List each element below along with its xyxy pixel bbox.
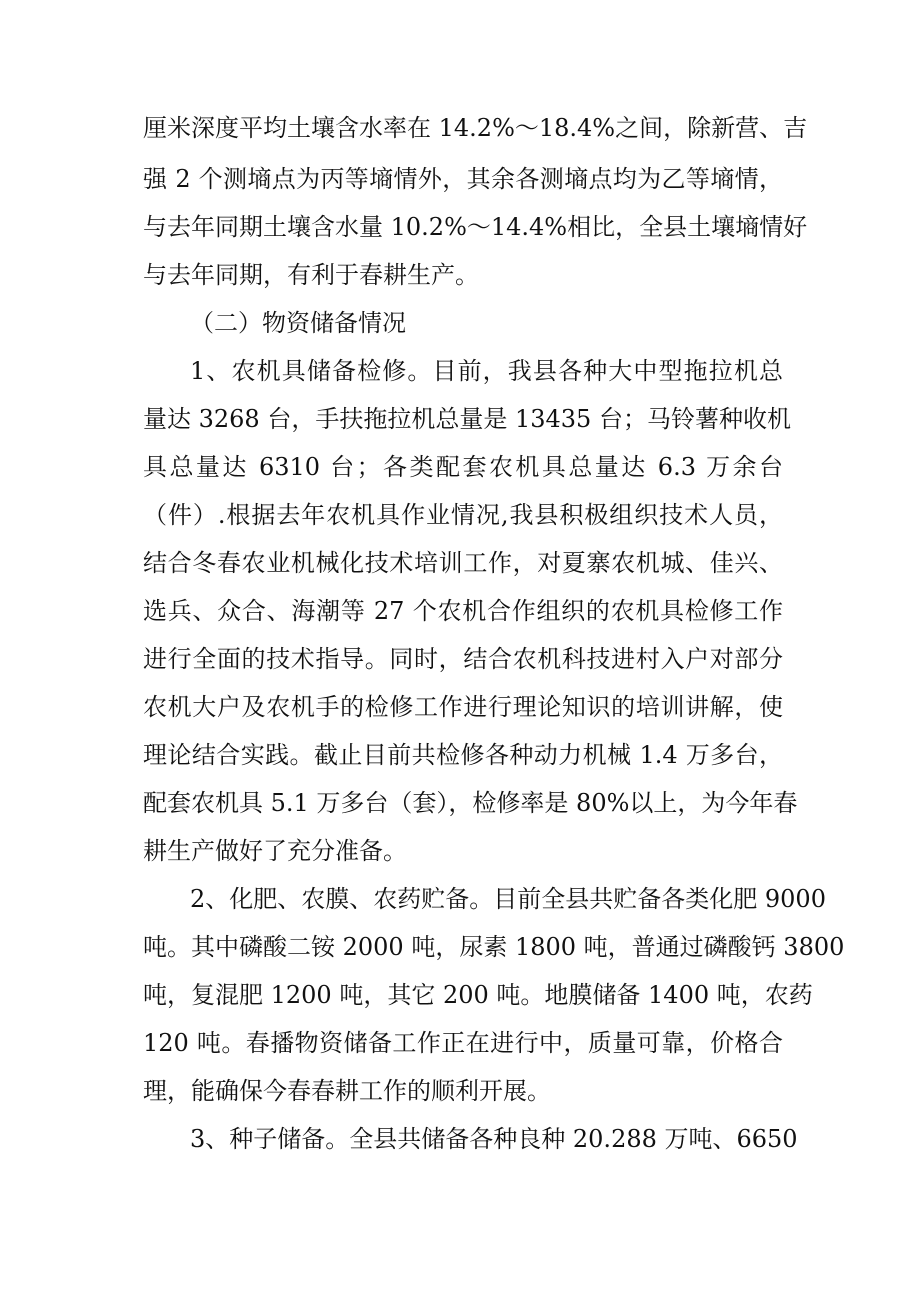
text-line: 吨，复混肥 1200 吨，其它 200 吨。地膜储备 1400 吨，农药 bbox=[143, 981, 813, 1009]
text-line: 配套农机具 5.1 万多台（套），检修率是 80%以上，为今年春 bbox=[143, 789, 798, 817]
text-line: 农机大户及农机手的检修工作进行理论知识的培训讲解，使 bbox=[143, 693, 783, 721]
text-line: 理论结合实践。截止目前共检修各种动力机械 1.4 万多台， bbox=[143, 741, 783, 769]
text-line: 结合冬春农业机械化技术培训工作，对夏寨农机城、佳兴、 bbox=[143, 549, 783, 577]
text-line: 强 2 个测墒点为丙等墒情外，其余各测墒点均为乙等墒情， bbox=[143, 165, 783, 193]
text-line: 吨。其中磷酸二铵 2000 吨，尿素 1800 吨，普通过磷酸钙 3800 bbox=[143, 933, 845, 961]
text-line: 厘米深度平均土壤含水率在 14.2%～18.4%之间，除新营、吉 bbox=[143, 114, 808, 142]
text-line: （件）.根据去年农机具作业情况,我县积极组织技术人员， bbox=[143, 501, 783, 529]
section-heading: （二）物资储备情况 bbox=[190, 309, 406, 337]
text-line: 与去年同期土壤含水量 10.2%～14.4%相比，全县土壤墒情好 bbox=[143, 213, 808, 241]
text-line: 量达 3268 台，手扶拖拉机总量是 13435 台；马铃薯种收机 bbox=[143, 405, 791, 433]
text-line: 选兵、众合、海潮等 27 个农机合作组织的农机具检修工作 bbox=[143, 597, 783, 625]
text-line: 3、种子储备。全县共储备各种良种 20.288 万吨、6650 bbox=[190, 1125, 798, 1153]
text-line: 2、化肥、农膜、农药贮备。目前全县共贮备各类化肥 9000 bbox=[190, 885, 826, 913]
text-line: 与去年同期，有利于春耕生产。 bbox=[143, 261, 479, 289]
text-line: 1、农机具储备检修。目前，我县各种大中型拖拉机总 bbox=[190, 357, 783, 385]
text-line: 具总量达 6310 台；各类配套农机具总量达 6.3 万余台 bbox=[143, 453, 783, 481]
text-line: 进行全面的技术指导。同时，结合农机科技进村入户对部分 bbox=[143, 645, 783, 673]
text-line: 理，能确保今春春耕工作的顺利开展。 bbox=[143, 1077, 551, 1105]
text-line: 120 吨。春播物资储备工作正在进行中，质量可靠，价格合 bbox=[143, 1029, 783, 1057]
text-line: 耕生产做好了充分准备。 bbox=[143, 837, 407, 865]
